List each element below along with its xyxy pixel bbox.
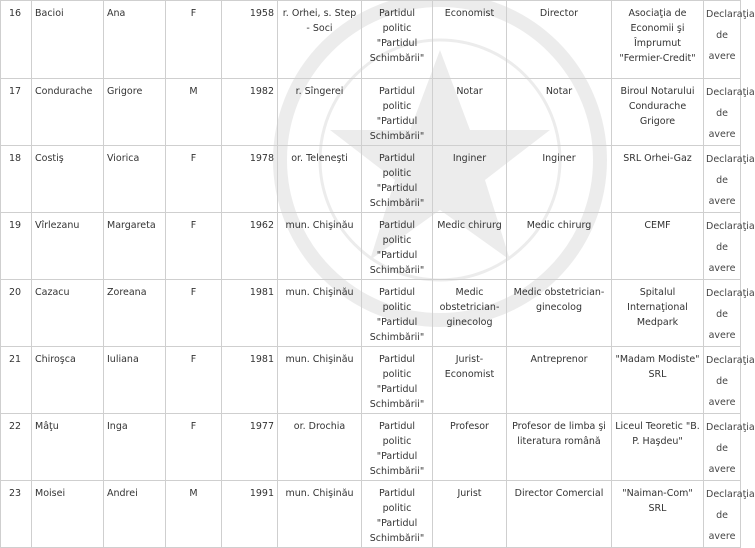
cell-last-name: Vîrlezanu (32, 213, 104, 280)
declaration-link[interactable]: Declaraţia de avere (706, 154, 755, 207)
cell-sex: F (166, 146, 222, 213)
cell-party: Partidul politic "Partidul Schimbării" (362, 414, 433, 481)
cell-profession: Notar (433, 79, 507, 146)
cell-birth-year: 1991 (222, 481, 278, 548)
cell-last-name: Bacioi (32, 1, 104, 79)
cell-birth-year: 1981 (222, 280, 278, 347)
cell-position: Medic chirurg (507, 213, 612, 280)
declaration-link[interactable]: Declaraţia de avere (706, 9, 755, 62)
cell-number: 20 (1, 280, 32, 347)
table-row (1, 280, 741, 347)
cell-locality: mun. Chişinău (278, 347, 362, 414)
cell-number: 16 (1, 1, 32, 79)
cell-profession: Profesor (433, 414, 507, 481)
cell-position: Director (507, 1, 612, 79)
cell-profession: Jurist (433, 481, 507, 548)
table-row (1, 146, 741, 213)
cell-declaration (704, 1, 755, 79)
cell-sex: M (166, 79, 222, 146)
cell-declaration (704, 79, 755, 146)
cell-workplace: SRL Orhei-Gaz (612, 146, 704, 213)
table-body (1, 1, 755, 548)
table-row (1, 79, 741, 146)
declaration-link[interactable]: Declaraţia de avere (706, 355, 755, 408)
cell-number: 22 (1, 414, 32, 481)
cell-first-name: Viorica (104, 146, 166, 213)
cell-declaration (704, 213, 755, 280)
table-row (1, 1, 741, 79)
cell-number: 23 (1, 481, 32, 548)
cell-sex: F (166, 1, 222, 79)
cell-party: Partidul politic "Partidul Schimbării" (362, 481, 433, 548)
cell-first-name: Inga (104, 414, 166, 481)
cell-declaration (704, 347, 755, 414)
cell-first-name: Andrei (104, 481, 166, 548)
cell-locality: mun. Chişinău (278, 280, 362, 347)
cell-number: 21 (1, 347, 32, 414)
cell-birth-year: 1962 (222, 213, 278, 280)
cell-number: 19 (1, 213, 32, 280)
cell-first-name: Grigore (104, 79, 166, 146)
cell-birth-year: 1981 (222, 347, 278, 414)
cell-party: Partidul politic "Partidul Schimbării" (362, 79, 433, 146)
declaration-link[interactable]: Declaraţia de avere (706, 422, 755, 475)
table-row (1, 213, 741, 280)
cell-last-name: Costiş (32, 146, 104, 213)
cell-workplace: CEMF (612, 213, 704, 280)
cell-last-name: Moisei (32, 481, 104, 548)
cell-sex: M (166, 481, 222, 548)
cell-sex: F (166, 280, 222, 347)
cell-profession: Jurist-Economist (433, 347, 507, 414)
cell-position: Inginer (507, 146, 612, 213)
cell-profession: Inginer (433, 146, 507, 213)
cell-first-name: Zoreana (104, 280, 166, 347)
cell-declaration (704, 280, 755, 347)
cell-first-name: Iuliana (104, 347, 166, 414)
cell-first-name: Ana (104, 1, 166, 79)
cell-position: Notar (507, 79, 612, 146)
cell-locality: or. Teleneşti (278, 146, 362, 213)
cell-workplace: Liceul Teoretic "B. P. Haşdeu" (612, 414, 704, 481)
cell-party: Partidul politic "Partidul Schimbării" (362, 146, 433, 213)
cell-locality: r. Sîngerei (278, 79, 362, 146)
cell-first-name: Margareta (104, 213, 166, 280)
cell-declaration (704, 146, 755, 213)
cell-sex: F (166, 347, 222, 414)
cell-sex: F (166, 414, 222, 481)
cell-profession: Medic obstetrician-ginecolog (433, 280, 507, 347)
cell-position: Antreprenor (507, 347, 612, 414)
cell-number: 18 (1, 146, 32, 213)
cell-workplace: "Naiman-Com" SRL (612, 481, 704, 548)
cell-profession: Economist (433, 1, 507, 79)
cell-locality: or. Drochia (278, 414, 362, 481)
table-row (1, 414, 741, 481)
declaration-link[interactable]: Declaraţia de avere (706, 288, 755, 341)
cell-workplace: Spitalul Internaţional Medpark (612, 280, 704, 347)
cell-last-name: Condurache (32, 79, 104, 146)
cell-birth-year: 1977 (222, 414, 278, 481)
cell-position: Medic obstetrician-ginecolog (507, 280, 612, 347)
declaration-link[interactable]: Declaraţia de avere (706, 221, 755, 274)
cell-party: Partidul politic "Partidul Schimbării" (362, 1, 433, 79)
cell-workplace: "Madam Modiste" SRL (612, 347, 704, 414)
cell-party: Partidul politic "Partidul Schimbării" (362, 347, 433, 414)
cell-birth-year: 1978 (222, 146, 278, 213)
cell-last-name: Chiroşca (32, 347, 104, 414)
cell-position: Profesor de limba şi literatura română (507, 414, 612, 481)
cell-birth-year: 1958 (222, 1, 278, 79)
cell-locality: mun. Chişinău (278, 213, 362, 280)
cell-party: Partidul politic "Partidul Schimbării" (362, 280, 433, 347)
cell-locality: mun. Chişinău (278, 481, 362, 548)
cell-number: 17 (1, 79, 32, 146)
cell-position: Director Comercial (507, 481, 612, 548)
cell-declaration (704, 481, 755, 548)
cell-birth-year: 1982 (222, 79, 278, 146)
cell-sex: F (166, 213, 222, 280)
cell-declaration (704, 414, 755, 481)
cell-locality: r. Orhei, s. Step - Soci (278, 1, 362, 79)
declaration-link[interactable]: Declaraţia de avere (706, 87, 755, 140)
cell-last-name: Mâţu (32, 414, 104, 481)
cell-workplace: Asociaţia de Economii şi Împrumut "Fermier-Credit" (612, 1, 704, 79)
table-row (1, 347, 741, 414)
cell-workplace: Biroul Notarului Condurache Grigore (612, 79, 704, 146)
table-row (1, 481, 741, 548)
cell-profession: Medic chirurg (433, 213, 507, 280)
cell-last-name: Cazacu (32, 280, 104, 347)
cell-party: Partidul politic "Partidul Schimbării" (362, 213, 433, 280)
declaration-link[interactable]: Declaraţia de avere (706, 489, 755, 542)
